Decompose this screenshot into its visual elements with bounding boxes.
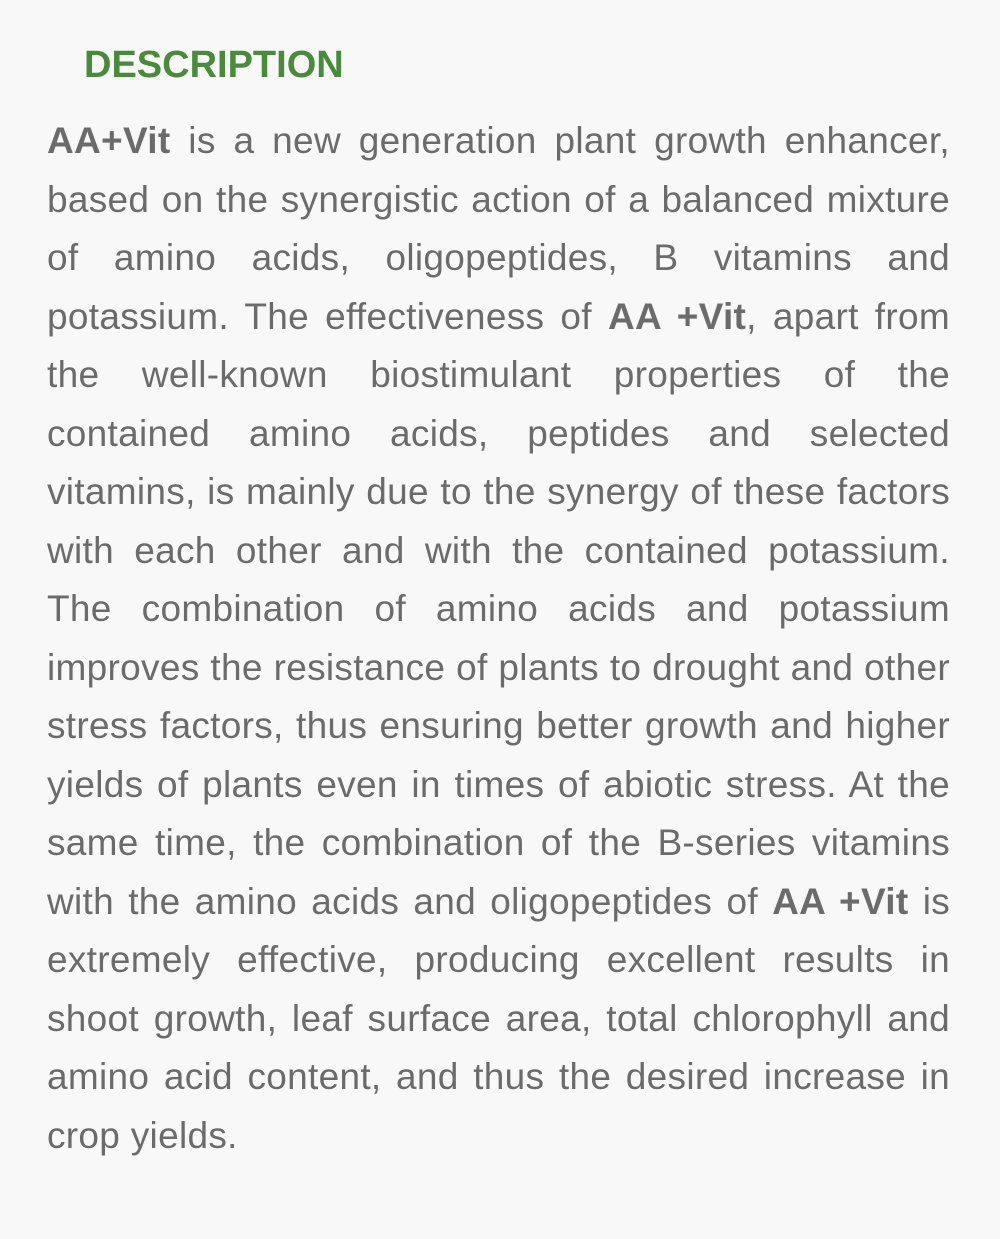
product-name: AA +Vit [607,295,747,337]
description-text: is a new generation plant growth enhancer, based on the synergistic action of a balanced mixture of amino acids, oligopeptides, B vitamins and potassium. The effectiveness of [47,120,950,337]
description-text: is extremely effective, producing excellent results in shoot growth, leaf surface area, total chlorophyll and amino acid content, and thus the desired increase in crop yields. [47,880,951,1156]
section-heading: DESCRIPTION [84,44,344,86]
description-text: , apart from the well-known biostimulant properties of the contained amino acids, peptides and selected vitamins, is mainly due to the synergy of these factors with each other and with the contained potassium. The combination of amino acids and potassium improves the resistance of plants to drought and other stress factors, thus ensuring better growth and higher yields of plants even in times of abiotic stress. At the same time, the combination of the B-series vitamins with the amino acids and oligopeptides of [47,295,950,922]
description-paragraph [47,112,950,1165]
product-name: AA+Vit [47,120,171,161]
product-name: AA +Vit [772,880,909,922]
